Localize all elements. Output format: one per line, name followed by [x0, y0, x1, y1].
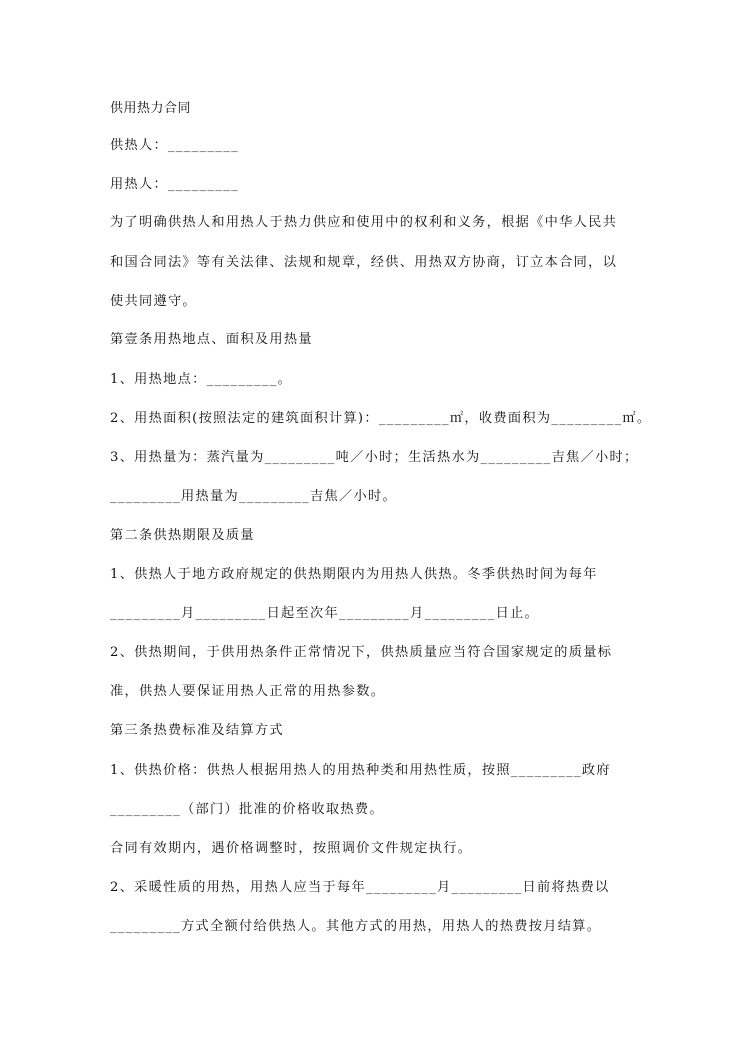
supplier-line: 供热人：_________ — [110, 138, 239, 153]
clause-line: 1、供热价格：供热人根据用热人的用热种类和用热性质，按照_________政府 — [110, 763, 611, 778]
clause-line: _________用热量为_________吉焦／小时。 — [110, 489, 397, 504]
article-heading: 第壹条用热地点、面积及用热量 — [110, 332, 313, 347]
clause-line: 3、用热量为：蒸汽量为_________吨／小时；生活热水为_________吉焦／小时； — [110, 450, 639, 465]
article-heading: 第三条热费标准及结算方式 — [110, 723, 284, 738]
clause-line: 2、采暖性质的用热，用热人应当于每年_________月_________日前将热费以 — [110, 880, 610, 895]
article-heading: 第二条供热期限及质量 — [110, 528, 255, 543]
clause-line: 合同有效期内，遇价格调整时，按照调价文件规定执行。 — [110, 841, 473, 856]
clause-line: 1、供热人于地方政府规定的供热期限内为用热人供热。冬季供热时间为每年 — [110, 567, 598, 582]
clause-line: _________方式全额付给供热人。其他方式的用热，用热人的热费按月结算。 — [110, 919, 602, 934]
clause-line: 准，供热人要保证用热人正常的用热参数。 — [110, 684, 386, 699]
paragraph-line: 为了明确供热人和用热人于热力供应和使用中的权利和义务，根据《中华人民共 — [110, 215, 618, 230]
paragraph-line: 使共同遵守。 — [110, 294, 197, 309]
document-title: 供用热力合同 — [110, 101, 192, 116]
clause-line: _________（部门）批准的价格收取热费。 — [110, 802, 384, 817]
clause-line: 2、供热期间，于供用热条件正常情况下，供热质量应当符合国家规定的质量标 — [110, 645, 613, 660]
user-line: 用热人：_________ — [110, 177, 239, 192]
clause-line: 1、用热地点：_________。 — [110, 372, 293, 387]
clause-line: _________月_________日起至次年_________月_________日止。 — [110, 606, 540, 621]
paragraph-line: 和国合同法》等有关法律、法规和规章，经供、用热双方协商，订立本合同，以 — [110, 255, 618, 270]
clause-line: 2、用热面积(按照法定的建筑面积计算)：_________㎡，收费面积为_________㎡。 — [110, 411, 652, 426]
